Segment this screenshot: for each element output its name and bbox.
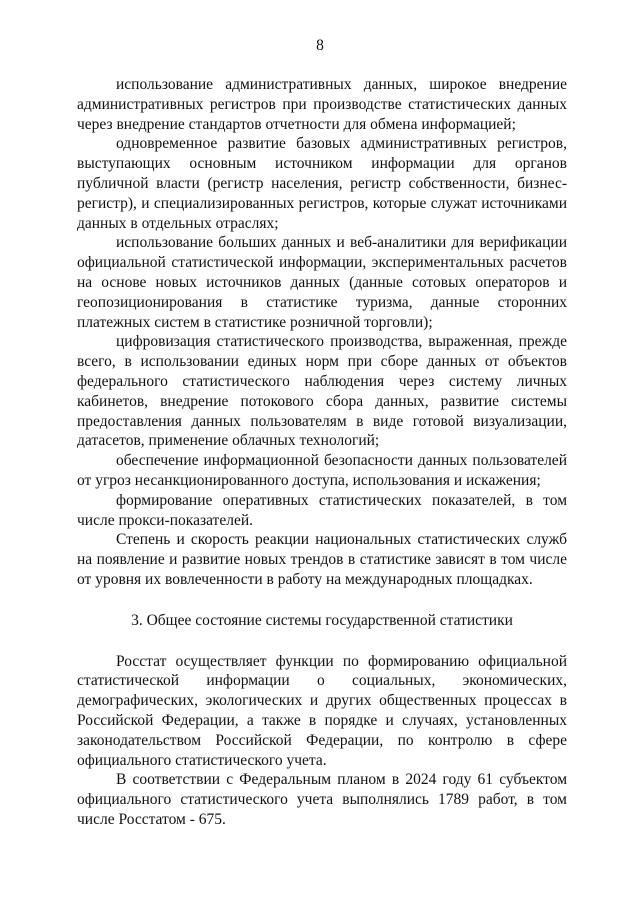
- paragraph-international: Степень и скорость реакции национальных статистических служб на появление и развитие новых трендов в статистике зависят в том числе от уровня их вовлеченности в работу на международных площадках.: [77, 531, 567, 588]
- paragraph-base-registers: одновременное развитие базовых административных регистров, выступающих основным источником информации для органов публичной власти (регистр населения, регистр собственности, бизнес-регистр), и специализированных регистров, которые служат источниками данных в отдельных отраслях;: [77, 135, 567, 232]
- paragraph-digitalization: цифровизация статистического производства, выраженная, прежде всего, в использовании единых норм при сборе данных от объектов федерального статистического наблюдения через систему личных кабинетов, внедрение потокового сбора данных, развитие системы предоставления данных пользователям в виде готовой визуализации, датасетов, применение облачных технологий;: [77, 333, 567, 450]
- paragraph-security: обеспечение информационной безопасности данных пользователей от угроз несанкционированного доступа, использования и искажения;: [77, 452, 567, 489]
- paragraph-big-data: использование больших данных и веб-аналитики для верификации официальной статистической информации, экспериментальных расчетов на основе новых источников данных (данные сотовых операторов и геопозиционирования в статистике туризма, данные сторонних платежных систем в статистике розничной торговли);: [77, 234, 567, 331]
- paragraph-proxy-indicators: формирование оперативных статистических показателей, в том числе прокси-показателей.: [77, 491, 567, 529]
- paragraph-federal-plan: В соответствии с Федеральным планом в 2024 году 61 субъектом официального статистического учета выполнялись 1789 работ, в том числе Росстатом - 675.: [77, 771, 567, 828]
- page-number: 8: [316, 37, 324, 54]
- document-body: [77, 75, 567, 830]
- paragraph-admin-data: использование административных данных, широкое внедрение административных регистров при производстве статистических данных через внедрение стандартов отчетности для обмена информацией;: [77, 76, 567, 133]
- paragraph-rosstat-functions: Росстат осуществляет функции по формированию официальной статистической информации о социальных, экономических, демографических, экологических и других общественных процессах в Российской Федерации, а также в порядке и случаях, установленных законодательством Российской Федерации, по контролю в сфере официального статистического учета.: [77, 652, 567, 769]
- section-heading: 3. Общее состояние системы государственной статистики: [131, 611, 513, 629]
